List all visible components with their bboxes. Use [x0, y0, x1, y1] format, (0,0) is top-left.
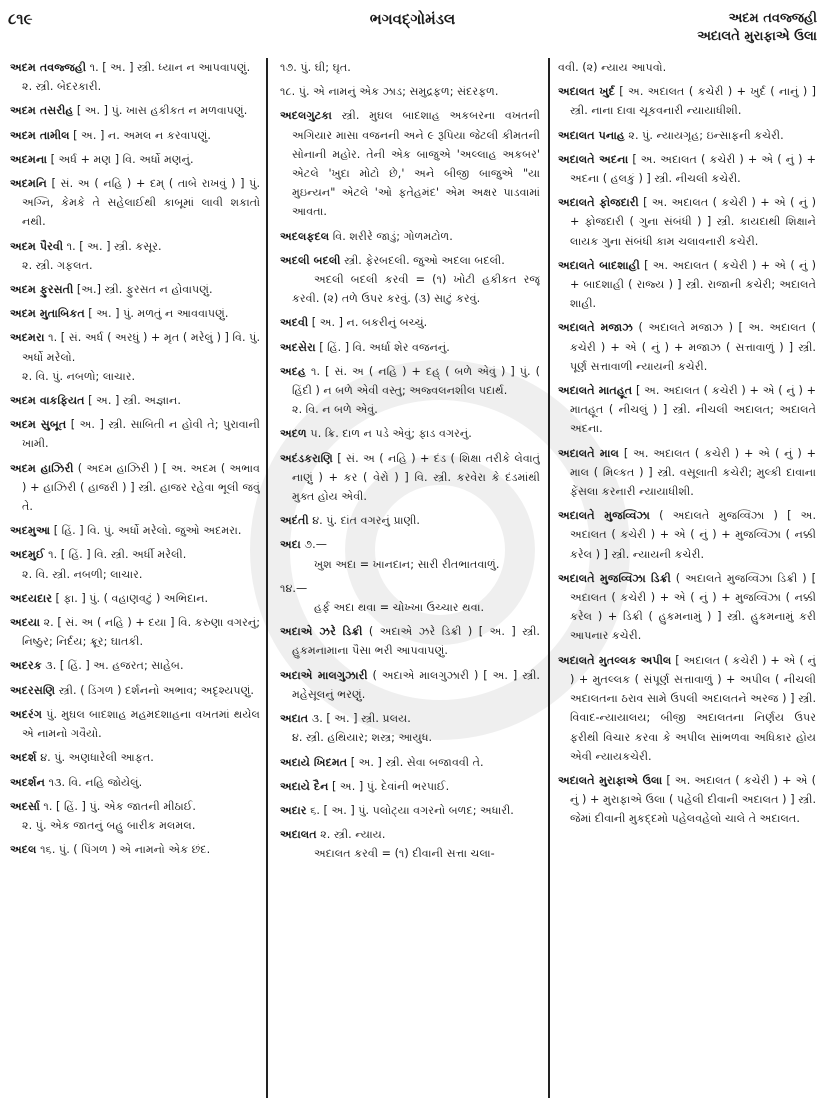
- dictionary-entry: [280, 801, 540, 820]
- idiom-phrase: હર્ફ અદા થવા = ચોખ્ખા ઉચ્ચાર થવા.: [314, 601, 484, 615]
- dictionary-entry: [10, 589, 260, 608]
- headword: અદાયે દૈન: [280, 779, 329, 793]
- dictionary-entry: [280, 449, 540, 507]
- column-divider: [548, 58, 550, 1098]
- definition: [ અ. ] પું. ખાસ હકીકત ન મળવાપણું.: [73, 104, 248, 118]
- headword: અદમરા: [10, 331, 45, 345]
- headword: અદયદાર: [10, 591, 52, 605]
- definition: [ અ. અદાલત ( કચેરી ) + એ ( નું ) + માતહૂત ( નીચલું ) ] સ્ત્રી. નીચલી અદાલત; અદાલતે અદના.: [570, 384, 816, 436]
- dictionary-entry: [10, 797, 260, 835]
- dictionary-entry: [558, 256, 816, 314]
- definition: ૧. [ સં. અ ( નહિ ) + દહ્ ( બળે એવું ) ] પું. ( હિંદી ) ન બળે એવી વસ્તુ; અજ્વલનશીલ પદાર્થ.: [292, 364, 540, 398]
- definition: [ અ. અદાલત ( કચેરી ) + ખુર્દ ( નાનું ) ] સ્ત્રી. નાના દાવા ચૂકવનારી ન્યાયાધીશી.: [570, 85, 816, 118]
- headword: અદાલતે મુજવ્વિઝા: [558, 509, 650, 523]
- definition: સ્ત્રી. મુઘલ બાદશાહ અકબરના વખતની અગિયાર માસા વજનની અને ૯ રૂપિયા જેટલી કીમતની સોનાની મહોર. તેની એક બાજુએ 'અલ્લાહ અકબર' એટલે 'ખુદા મોટો છે,' અને બીજી બાજુએ "યા મુઇન્યન" એટલે 'ઓ ફતેહમંદ' એમ અક્ષર પાડવામાં આવતા.: [292, 109, 540, 219]
- headword: અદાલતે મુજવ્વિઝા ડિક્રી: [558, 571, 671, 585]
- headword: અદમનિ: [10, 177, 47, 191]
- definition: વિ. શરીરે જાડું; ગોળમટોળ.: [329, 229, 453, 243]
- definition: [ અ. અદાલત ( કચેરી ) + એ ( નું ) + માલ ( મિલ્કત ) ] સ્ત્રી. વસૂલાતી કચેરી; મુલ્કી દાવાના ફેંસલા કરનારી ન્યાયાધીશી.: [570, 446, 816, 499]
- dictionary-entry: [558, 82, 816, 120]
- headword: અદમ વાકફિયત: [10, 394, 85, 408]
- dictionary-entry: [280, 58, 540, 77]
- dictionary-entry: [558, 58, 816, 77]
- definition: ( અદાએ ઝરે ડિક્રી ) [ અ. ] સ્ત્રી. હુકમનામાના પૈસા ભરી આપવાપણું.: [292, 625, 540, 658]
- headword: અદરંગ: [10, 707, 43, 721]
- definition: ૩. [ અ. ] સ્ત્રી. પ્રલય.: [308, 712, 411, 726]
- dictionary-entry: [10, 391, 260, 410]
- dictionary-entry: [10, 521, 260, 540]
- definition: ( અદાએ માલગુઝારી ) [ અ. ] સ્ત્રી. મહેસૂલનું ભરણું.: [292, 668, 540, 701]
- definition: [ અ. અદાલત ( કચેરી ) + એ ( નું ) + બાદશાહી ( રાજ્ય ) ] સ્ત્રી. રાજાની કચેરી; અદાલતે શાહી.: [570, 258, 816, 311]
- headword: અદાએ ઝરે ડિક્રી: [280, 625, 363, 639]
- headword: અદાલત: [280, 828, 317, 842]
- dictionary-entry: [280, 227, 540, 246]
- definition: ( અદાલતે મજાઝ ) [ અ. અદાલત ( કચેરી ) + એ ( નું ) + મજાઝ ( સત્તાવાળું ) ] સ્ત્રી. પૂર્ણ સત્તાવાળી ન્યાયની કચેરી.: [570, 321, 816, 373]
- headword: અદમ મુતાબિકત: [10, 307, 85, 321]
- definition: ૩. [ હિં. ] અ. હજરત; સાહેબ.: [41, 659, 184, 673]
- definition: ૧. [ સં. અર્ધ ( અરધું ) + મૃત ( મરેલું ) ] વિ. પું. અર્ધો મરેલો.: [22, 331, 260, 364]
- definition: વવી. (૨) ન્યાય આપવો.: [558, 61, 667, 74]
- dictionary-entry: [10, 613, 260, 651]
- definition: [અ.] સ્ત્રી. ફુરસત ન હોવાપણું.: [73, 283, 213, 297]
- dictionary-entry: [280, 106, 540, 221]
- definition: [ અદાલત ( કચેરી ) + એ ( નું ) + મુતલ્લક ( સંપૂર્ણ સત્તાવાળું ) + અપીલ ( નીચલી અદાલતના ઠરાવ સામે ઉપલી અદાલતને અરજ ) ] સ્ત્રી. વિવાદ-ન્યાયાલય; બીજી અદાલતના નિર્ણય ઉપર ફરીથી વિચાર કરવા કે અપીલ સાંભળવા અધિકાર હોય એવી ન્યાયકચેરી.: [570, 653, 816, 763]
- headword: અદર્શન: [10, 775, 46, 789]
- idiom-phrase: અદલી બદલી કરવી = (૧) ખોટી હકીકત રજૂ કરવી. (૨) તળે ઉપર કરવું. (૩) સાટું કરવું.: [292, 273, 540, 306]
- definition: ૧૪.—: [280, 581, 308, 595]
- definition: ૧૮. પું. એ નામનું એક ઝાડ; સમુદ્રફળ; સંદરફળ.: [280, 85, 499, 99]
- dictionary-entry: [558, 318, 816, 376]
- dictionary-entry: [10, 459, 260, 517]
- headword: અદમ ફુરસતી: [10, 283, 74, 297]
- definition: પું. મુઘલ બાદશાહ મહમદશાહના વખતમાં થયેલ એ નામનો ગવૈયો.: [22, 707, 260, 741]
- idiom-phrase: અદાલત કરવી = (૧) દીવાની સત્તા ચલા-: [314, 847, 495, 861]
- headword: અદાલતે અદના: [558, 152, 629, 166]
- headword: અદસેરા: [280, 340, 316, 354]
- headword: અદાલતે બાદશાહી: [558, 258, 640, 272]
- definition: [ અ. ] સ્ત્રી. અજ્ઞાન.: [84, 394, 181, 408]
- dictionary-entry: [10, 280, 260, 299]
- headword: અદંતી: [280, 514, 309, 528]
- dictionary-entry: [10, 101, 260, 120]
- definition: [ અ. ] સ્ત્રી. સાબિતી ન હોવી તે; પુરાવાની ખામી.: [22, 418, 260, 451]
- headword: અદમ તામીલ: [10, 128, 70, 142]
- definition: સ્ત્રી. ( ડિંગળ ) દર્શનનો અભાવ; અદૃશ્યપણું.: [55, 683, 254, 697]
- dictionary-entry: [558, 381, 816, 439]
- definition: ૧૬. પું. ( પિંગળ ) એ નામનો એક છંદ.: [36, 843, 211, 857]
- headword: અદાએ માલગુઝારી: [280, 668, 368, 682]
- dictionary-columns: [0, 58, 825, 1108]
- headword: અદાલતે માલ: [558, 446, 619, 460]
- definition: ૧. [ હિં. ] વિ. સ્ત્રી. અર્ધી મરેલી.: [44, 548, 187, 562]
- dictionary-entry: [10, 150, 260, 169]
- book-title: ભગવદ્ગોમંડલ: [369, 10, 456, 28]
- dictionary-entry: [10, 545, 260, 583]
- dictionary-entry: [280, 362, 540, 420]
- headword: અદલફદલ: [280, 229, 330, 243]
- dictionary-entry: [10, 126, 260, 145]
- dictionary-entry: [280, 251, 540, 309]
- dictionary-entry: [558, 150, 816, 188]
- headword: અદાર: [280, 803, 307, 817]
- dictionary-entry: [10, 840, 260, 859]
- idiom-phrase: ખુશ અદા = ખાનદાન; સારી રીતભાતવાળું.: [314, 557, 500, 571]
- dictionary-entry: [558, 444, 816, 502]
- headword: અદમ હાઝિરી: [10, 461, 74, 475]
- dictionary-entry: [280, 313, 540, 332]
- definition: [ અ. અદાલત ( કચેરી ) + એ ( નું ) + અદના ( હલકું ) ] સ્ત્રી. નીચલી કચેરી.: [570, 152, 816, 186]
- definition: ૨. [ સં. અ ( નહિ ) + દયા ] વિ. કરુણા વગરનું; નિષ્ઠુર; નિર્દય; ક્રૂર; ઘાતકી.: [22, 616, 260, 649]
- headword: અદરસણિ: [10, 683, 56, 697]
- page-header: [0, 0, 825, 52]
- dictionary-entry: [10, 773, 260, 792]
- headword: અદાલત પનાહ: [558, 128, 625, 142]
- definition: ૧૭. પું. ઘી; ઘૃત.: [280, 61, 351, 74]
- dictionary-entry: [10, 304, 260, 323]
- headword: અદમના: [10, 152, 48, 166]
- dictionary-entry: [280, 709, 540, 747]
- definition: [ હિં. ] વિ. પું. અર્ધો મરેલો. જુઓ અદમરા.: [50, 524, 242, 538]
- headword: અદરક: [10, 659, 42, 673]
- definition: ૨. પું. ન્યાયગૃહ; ઇન્સાફની કચેરી.: [624, 128, 784, 142]
- definition: ૧૩. વિ. નહિ જોયેલું.: [45, 775, 143, 789]
- dictionary-entry: [280, 511, 540, 530]
- sub-sense: ૪. સ્ત્રી. હથિયાર; શસ્ત્ર; આયુધ.: [292, 731, 433, 745]
- definition: સ્ત્રી. ફેરબદલી. જુઓ અદલા બદલી.: [340, 253, 505, 267]
- headword: અદર્શ: [10, 751, 37, 765]
- definition: [ સં. અ ( નહિ ) + દમ્ ( તાબે રાખવું ) ] પું. અગ્નિ, કેમકે તે સહેલાઈથી કાબૂમાં લાવી શકાતો નથી.: [22, 177, 260, 229]
- sub-sense: ૨. વિ. પું. નબળો; લાચાર.: [22, 369, 136, 383]
- page-number: ૮૧૯: [8, 10, 33, 28]
- headword: અદાલતે ફોજદારી: [558, 196, 639, 210]
- dictionary-entry: [558, 126, 816, 145]
- dictionary-entry: [558, 651, 816, 766]
- definition: ૫. ક્રિ. દાળ ન પડે એવું; ફાડ વગરનું.: [306, 427, 472, 441]
- dictionary-entry: [280, 825, 540, 863]
- headword: અદવી: [280, 316, 309, 330]
- definition: ( અદાલતે મુજવ્વિઝા ) [ અ. અદાલત ( કચેરી ) + એ ( નું ) + મુજવ્વિઝા ( નક્કી કરેલ ) ] સ્ત્રી. ન્યાયની કચેરી.: [570, 509, 816, 561]
- definition: ૧. [ અ. ] સ્ત્રી. કસૂર.: [63, 239, 162, 253]
- dictionary-entry: [280, 622, 540, 660]
- headword: અદાલતે માતહૂત: [558, 384, 633, 398]
- dictionary-entry: [280, 424, 540, 443]
- dictionary-entry: [10, 237, 260, 275]
- headword: અદયા: [10, 616, 40, 630]
- dictionary-entry: [10, 656, 260, 675]
- dictionary-entry: [280, 579, 540, 617]
- dictionary-entry: [10, 681, 260, 700]
- definition: ૧. [ હિં. ] પું. એક જાતની મીઠાઈ.: [39, 799, 196, 813]
- headword: અદમ તવજ્જહી: [10, 61, 87, 74]
- definition: ( અદમ હાઝિરી ) [ અ. અદમ ( અભાવ ) + હાઝિરી ( હાજરી ) ] સ્ત્રી. હાજર રહેવા ભૂલી જવું તે.: [22, 461, 260, 514]
- dictionary-entry: [280, 666, 540, 704]
- headword: અદાલતે મુરાફાએ ઉલા: [558, 773, 663, 787]
- definition: ૪. પું. દાંત વગરનું પ્રાણી.: [308, 514, 420, 528]
- definition: [ સં. અ ( નહિ ) + દંડ ( શિક્ષા તરીકે લેવાતું નાણું ) + કર ( વેરો ) ] વિ. સ્ત્રી. કરવેરા કે દંડમાંથી મુક્ત હોય એવી.: [292, 451, 540, 504]
- definition: ૬. [ અ. ] પું. પલોટ્યા વગરનો બળદ; અધારી.: [306, 803, 514, 817]
- definition: ૧. [ અ. ] સ્ત્રી. ધ્યાન ન આપવાપણું.: [86, 61, 251, 74]
- column-3: [558, 58, 816, 1108]
- dictionary-entry: [280, 753, 540, 772]
- headword: અદમ સુબૂત: [10, 418, 67, 432]
- guide-word-first: અદમ તવજ્જહી: [728, 11, 817, 26]
- headword: અદલગુટકા: [280, 109, 332, 123]
- definition: [ અ. ] પું. મળતું ન આવવાપણું.: [84, 307, 229, 321]
- definition: ૭.—: [300, 538, 327, 552]
- headword: અદાયે ખિદમત: [280, 755, 348, 769]
- dictionary-entry: [558, 193, 816, 251]
- headword: અદમુઆ: [10, 524, 51, 538]
- definition: [ અ. ] ન. અમલ ન કરવાપણું.: [69, 128, 211, 142]
- dictionary-entry: [558, 771, 816, 829]
- sub-sense: ૨. સ્ત્રી. બેદરકારી.: [22, 80, 102, 94]
- definition: ( અદાલતે મુજવ્વિઝા ડિક્રી ) [ અદાલત ( કચેરી ) + એ ( નું ) + મુજવ્વિઝા ( નક્કી કરેલ ) + ડિક્રી ( હુકમનામું ) ] સ્ત્રી. હુકમનામું કરી આપનાર કચેરી.: [570, 571, 816, 643]
- dictionary-entry: [10, 705, 260, 743]
- headword: અદાલતે મુતલ્લક અપીલ: [558, 653, 672, 667]
- definition: [ અ. ] સ્ત્રી. સેવા બજાવવી તે.: [347, 755, 484, 769]
- guide-words: [697, 10, 817, 46]
- dictionary-entry: [280, 338, 540, 357]
- headword: અદર્સા: [10, 799, 40, 813]
- dictionary-entry: [10, 58, 260, 96]
- dictionary-entry: [10, 415, 260, 453]
- dictionary-entry: [10, 328, 260, 386]
- sub-sense: ૨. પું. એક જાતનું બહુ બારીક મલમલ.: [22, 818, 196, 832]
- column-divider: [266, 58, 268, 1098]
- headword: અદમ તસરીહ: [10, 104, 74, 118]
- dictionary-entry: [280, 535, 540, 573]
- definition: [ અ. ] પું. દેવાંની ભરપાઈ.: [328, 779, 450, 793]
- guide-word-last: અદાલતે મુરાફાએ ઉલા: [697, 29, 817, 44]
- headword: અદમુઈ: [10, 548, 45, 562]
- dictionary-entry: [558, 506, 816, 564]
- definition: [ હિં. ] વિ. અર્ધા શેર વજનનું.: [315, 340, 450, 354]
- column-1: [10, 58, 260, 1108]
- definition: [ અ. ] ન. બકરીનું બચ્ચું.: [308, 316, 428, 330]
- headword: અદાલત ખુર્દ: [558, 85, 615, 99]
- headword: અદાત: [280, 712, 309, 726]
- definition: ૪. પું. અણધારેલી આફત.: [36, 751, 154, 765]
- headword: અદળ: [280, 427, 307, 441]
- sub-sense: ૨. વિ. સ્ત્રી. નબળી; લાચાર.: [22, 567, 143, 581]
- sub-sense: ૨. વિ. ન બળે એવું.: [292, 403, 378, 417]
- dictionary-entry: [558, 569, 816, 646]
- headword: અદહ: [280, 364, 307, 378]
- definition: [ અ. અદાલત ( કચેરી ) + એ ( નું ) + ફોજદારી ( ગુના સંબંધી ) ] સ્ત્રી. કાયદાથી શિક્ષાને લાયક ગુના સંબંધી કામ ચલાવનારી કચેરી.: [570, 196, 816, 248]
- definition: ૨. સ્ત્રી. ન્યાય.: [316, 828, 386, 842]
- sub-sense: ૨. સ્ત્રી. ગફલત.: [22, 258, 93, 272]
- dictionary-entry: [280, 777, 540, 796]
- headword: અદમ પૈરવી: [10, 239, 64, 253]
- definition: [ અ. અદાલત ( કચેરી ) + એ ( નું ) + મુરાફાએ ઉલા ( પહેલી દીવાની અદાલત ) ] સ્ત્રી. જેમાં દીવાની મુકદ્દમો પહેલવહેલો ચાલે તે અદાલત.: [570, 773, 816, 826]
- headword: અદલી બદલી: [280, 253, 341, 267]
- headword: અદાલતે મજાઝ: [558, 321, 633, 335]
- definition: [ ફા. ] પું. ( વહાણવટું ) અભિદાન.: [52, 591, 209, 605]
- headword: અદા: [280, 538, 301, 552]
- column-2: [280, 58, 540, 1108]
- definition: [ અર્ધ + મણ ] વિ. અર્ધો મણનું.: [47, 152, 194, 166]
- headword: અદંડકરાણિ: [280, 451, 333, 465]
- headword: અદલ: [10, 843, 37, 857]
- dictionary-entry: [10, 748, 260, 767]
- dictionary-entry: [10, 174, 260, 232]
- dictionary-entry: [280, 82, 540, 101]
